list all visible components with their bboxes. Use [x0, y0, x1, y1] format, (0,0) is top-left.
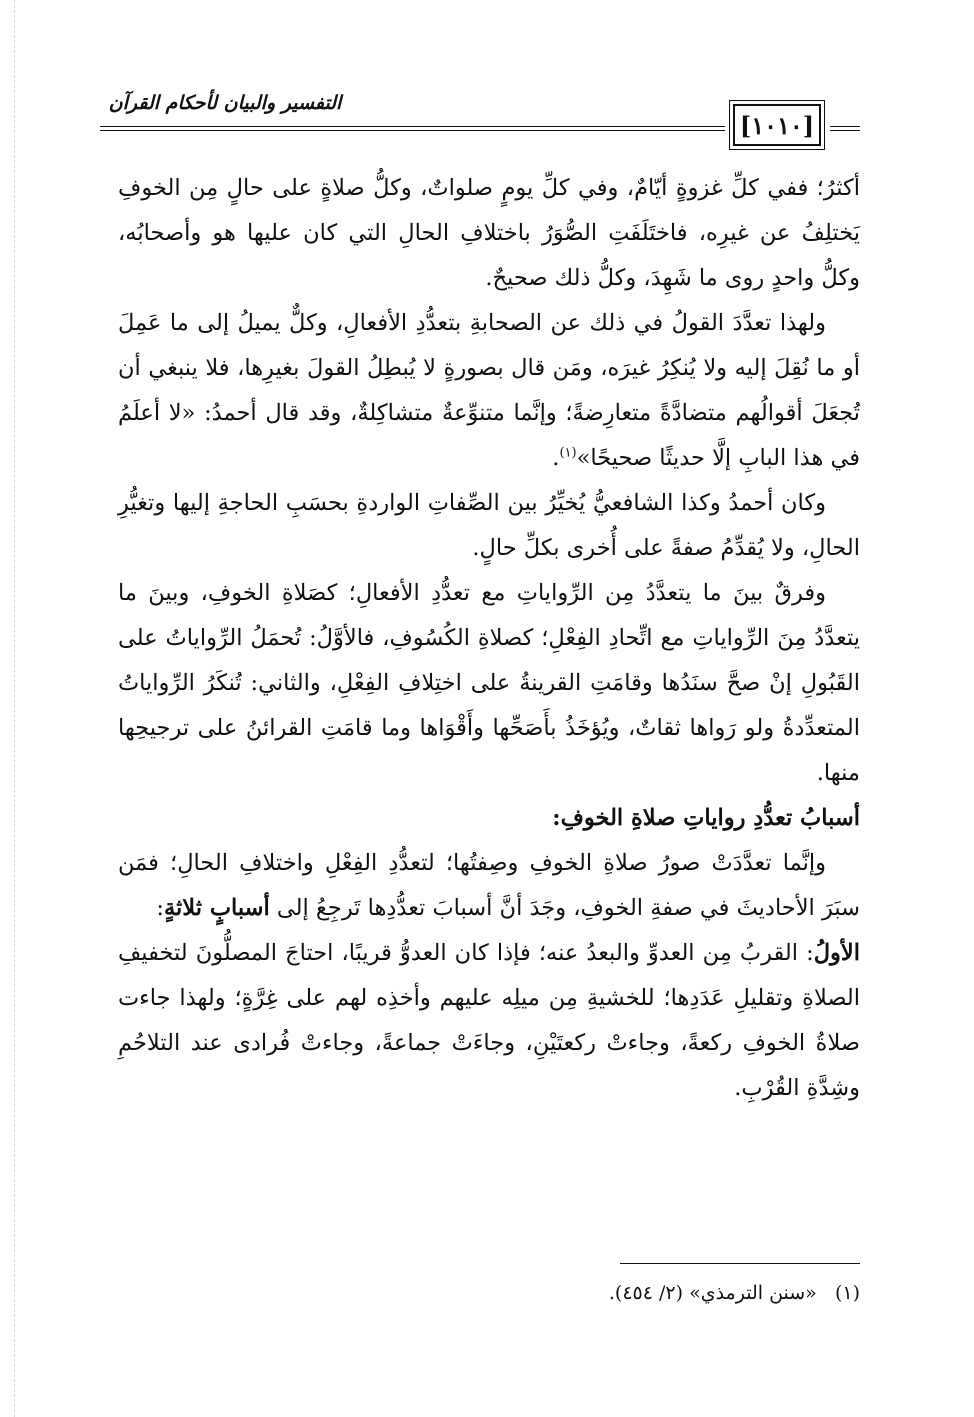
paragraph-5	[118, 841, 860, 931]
paragraph-2	[118, 301, 860, 481]
running-title: التفسير والبيان لأحكام القرآن	[108, 92, 342, 114]
paragraph-6	[118, 931, 860, 1111]
paragraph-6-lead: الأولُ	[813, 940, 860, 966]
footnote-rule	[620, 1263, 860, 1264]
footnote-marker: (١)	[834, 1282, 860, 1304]
paragraph-5-text: وإنَّما تعدَّدَتْ صورُ صلاةِ الخوفِ وصِفتُها؛ لتعدُّدِ الفِعْلِ واختلافِ الحالِ؛ فمَن سبَرَ الأحاديثَ في صفةِ الخوفِ، وجَدَ أنَّ أسبابَ تعدُّدِها تَرجِعُ إلى	[118, 850, 860, 921]
page-number: [١٠١٠]	[733, 104, 821, 146]
paragraph-2-text: ولهذا تعدَّدَ القولُ في ذلك عن الصحابةِ بتعدُّدِ الأفعالِ، وكلٌّ يميلُ إلى ما عَمِلَ أو ما نُقِلَ إليه ولا يُنكِرُ غيرَه، ومَن قال بصورةٍ لا يُبطِلُ القولَ بغيرِها، فلا ينبغي أن تُجعَلَ أقوالُهم متضادَّةً متعارِضةً؛ وإنَّما متنوِّعةٌ متشاكِلةٌ، وقد قال أحمدُ: «لا أعلَمُ في هذا البابِ إلَّا حديثًا صحيحًا»	[118, 310, 860, 471]
header-rule	[100, 126, 725, 131]
section-heading: أسبابُ تعدُّدِ رواياتِ صلاةِ الخوفِ:	[552, 805, 860, 831]
body-text	[118, 166, 860, 1111]
paragraph-2-end: .	[552, 445, 560, 471]
header-rule-right	[830, 126, 860, 131]
paragraph-6-text: : القربُ مِن العدوِّ والبعدُ عنه؛ فإذا كان العدوُّ قريبًا، احتاجَ المصلُّونَ لتخفيفِ الصلاةِ وتقليلِ عَدَدِها؛ للخشيةِ مِن ميلِه عليهم وأخذِه لهم على غِرَّةٍ؛ ولهذا جاءت صلاةُ الخوفِ ركعةً، وجاءتْ ركعتَيْنِ، وجاءَتْ جماعةً، وجاءتْ فُرادى عند التلاحُمِ وشِدَّةِ القُرْبِ.	[118, 940, 860, 1101]
page-edge	[0, 0, 15, 1417]
footnote-ref: (١)	[559, 445, 577, 461]
paragraph-5-bold: أسبابٍ ثلاثةٍ	[163, 895, 270, 921]
paragraph-1: أكثرُ؛ ففي كلِّ غزوةٍ أيّامٌ، وفي كلِّ يومٍ صلواتٌ، وكلُّ صلاةٍ على حالٍ مِن الخوفِ يَختلِفُ عن غيرِه، فاختَلَفَتِ الصُّوَرُ باختلافِ الحالِ التي كان عليها هو وأصحابُه، وكلُّ واحدٍ روى ما شَهِدَ، وكلُّ ذلك صحيحٌ.	[118, 175, 860, 291]
paragraph-4: وفرقٌ بينَ ما يتعدَّدُ مِن الرِّواياتِ مع تعدُّدِ الأفعالِ؛ كصَلاةِ الخوفِ، وبينَ ما يتعدَّدُ مِنَ الرِّواياتِ مع اتِّحادِ الفِعْلِ؛ كصلاةِ الكُسُوفِ، فالأوَّلُ: تُحمَلُ الرِّواياتُ على القَبُولِ إنْ صحَّ سنَدُها وقامَتِ القرينةُ على اختِلافِ الفِعْلِ، والثاني: تُنكَرُ الرِّواياتُ المتعدِّدةُ ولو رَواها ثقاتٌ، ويُؤخَذُ بأَصَحِّها وأَقْوَاها وما قامَتِ القرائنُ على ترجيحِها منها.	[118, 580, 860, 786]
page-header	[100, 92, 860, 152]
paragraph-3: وكان أحمدُ وكذا الشافعيُّ يُخيِّرُ بين الصِّفاتِ الواردةِ بحسَبِ الحاجةِ إليها وتغيُّرِ الحالِ، ولا يُقدِّمُ صفةً على أُخرى بكلِّ حالٍ.	[118, 490, 860, 561]
footnote	[118, 1278, 860, 1308]
paragraph-5-end: :	[156, 895, 164, 921]
footnote-text: «سنن الترمذي» (٢/ ٤٥٤).	[608, 1282, 817, 1304]
